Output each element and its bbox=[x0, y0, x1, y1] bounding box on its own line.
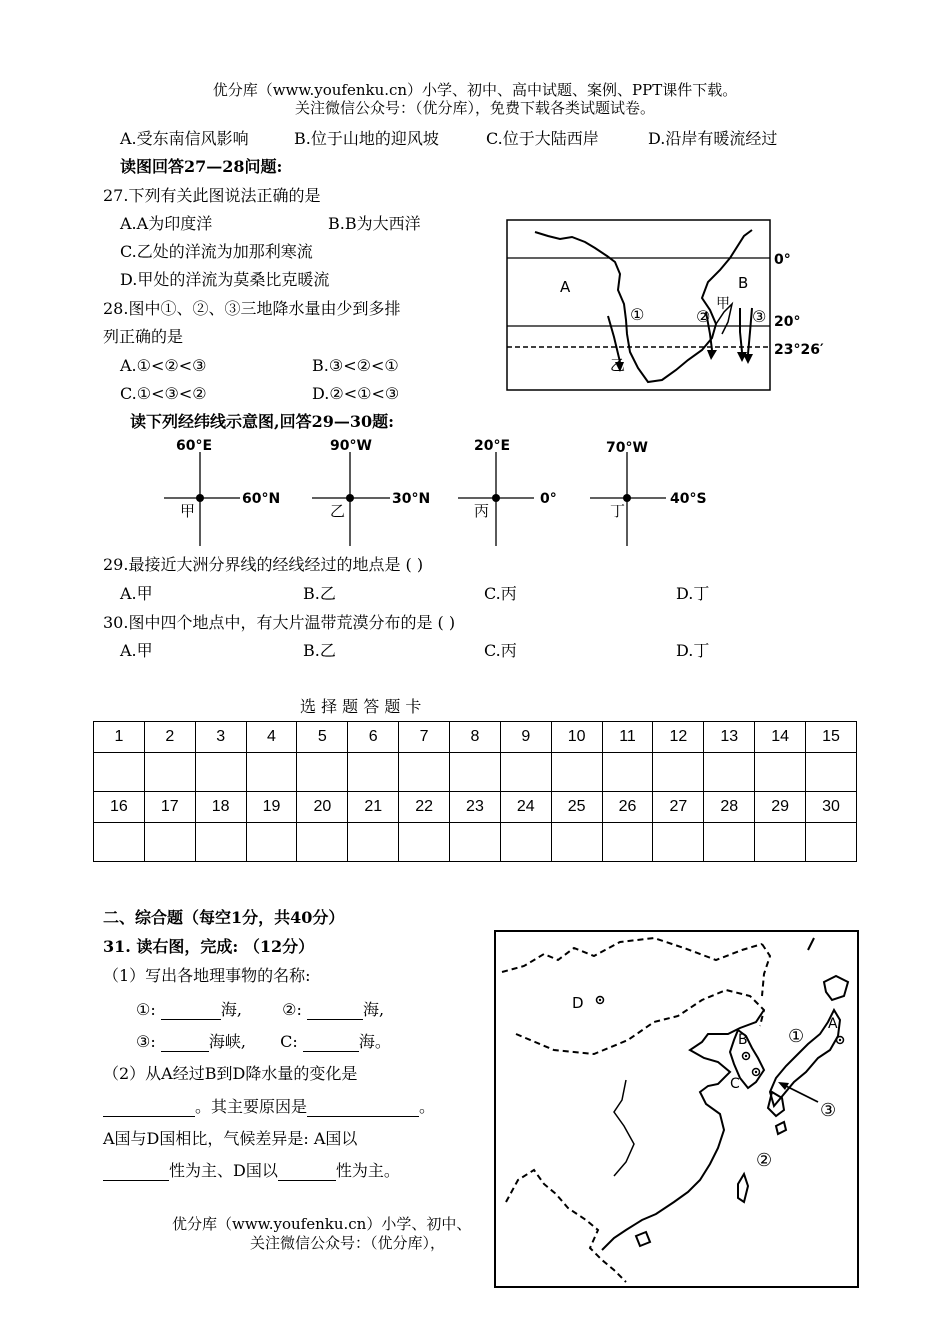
grid-ding bbox=[590, 440, 707, 546]
answer-cell[interactable] bbox=[195, 823, 246, 862]
answer-cell[interactable] bbox=[144, 753, 195, 792]
answer-number: 14 bbox=[755, 722, 806, 753]
q27-option-a: A.A为印度洋 bbox=[120, 214, 213, 233]
answer-number: 19 bbox=[246, 792, 297, 823]
q30-option-c: C.丙 bbox=[484, 641, 517, 660]
q28-option-b: B.③<②<① bbox=[312, 356, 399, 375]
q26-option-c: C.位于大陆西岸 bbox=[486, 129, 599, 148]
answer-number: 28 bbox=[704, 792, 755, 823]
answer-cell[interactable] bbox=[348, 823, 399, 862]
grid-diagrams bbox=[150, 434, 730, 550]
answer-cell[interactable] bbox=[551, 753, 602, 792]
answer-number: 25 bbox=[551, 792, 602, 823]
answer-number: 4 bbox=[246, 722, 297, 753]
q28-option-a: A.①<②<③ bbox=[120, 356, 207, 375]
answer-number: 21 bbox=[348, 792, 399, 823]
answer-number: 2 bbox=[144, 722, 195, 753]
blank-sea-2[interactable] bbox=[307, 1003, 363, 1020]
asia-label-c: C bbox=[730, 1076, 740, 1092]
answer-number: 7 bbox=[399, 722, 450, 753]
q30-option-a: A.甲 bbox=[120, 641, 153, 660]
q29-option-d: D.丁 bbox=[676, 584, 710, 603]
answer-cell[interactable] bbox=[450, 753, 501, 792]
answer-number: 24 bbox=[500, 792, 551, 823]
asia-circle-2: ② bbox=[756, 1150, 773, 1171]
answer-card-header-row-1 bbox=[94, 722, 857, 753]
answer-cell[interactable] bbox=[246, 823, 297, 862]
asia-circle-1: ① bbox=[788, 1026, 805, 1047]
footer-line-2: 关注微信公众号：（优分库）， bbox=[250, 1234, 446, 1252]
q27-option-d: D.甲处的洋流为莫桑比克暖流 bbox=[120, 270, 330, 289]
grid-bing-point: 丙 bbox=[474, 502, 490, 520]
q27-option-b: B.B为大西洋 bbox=[328, 214, 421, 233]
blank-sea-1[interactable] bbox=[161, 1003, 221, 1020]
q26-option-d: D.沿岸有暖流经过 bbox=[648, 129, 778, 148]
answer-number: 27 bbox=[653, 792, 704, 823]
answer-cell[interactable] bbox=[755, 823, 806, 862]
blank-precip-change[interactable] bbox=[103, 1100, 195, 1117]
grid-bing bbox=[458, 438, 557, 546]
blank-sea-c[interactable] bbox=[303, 1035, 359, 1052]
answer-number: 29 bbox=[755, 792, 806, 823]
map-circle-3: ③ bbox=[752, 307, 767, 326]
grid-bing-lon: 20°E bbox=[474, 438, 511, 454]
asia-label-d: D bbox=[572, 994, 584, 1012]
answer-card-table bbox=[93, 721, 857, 862]
grid-ding-lon: 70°W bbox=[606, 440, 648, 456]
grid-yi-lat: 30°N bbox=[392, 491, 431, 507]
q31-line-2: ③: 海峡, C: 海。 bbox=[136, 1032, 391, 1051]
answer-cell[interactable] bbox=[806, 753, 857, 792]
header-line-2: 关注微信公众号：（优分库），免费下载各类试题试卷。 bbox=[294, 99, 655, 117]
africa-map bbox=[490, 212, 830, 394]
q30-stem: 30.图中四个地点中，有大片温带荒漠分布的是 ( ) bbox=[103, 613, 456, 632]
answer-cell[interactable] bbox=[500, 823, 551, 862]
answer-number: 18 bbox=[195, 792, 246, 823]
map-circle-1: ① bbox=[630, 305, 645, 324]
q31-part-1: （1）写出各地理事物的名称: bbox=[103, 966, 311, 985]
q31-part-2: （2）从A经过B到D降水量的变化是 bbox=[103, 1064, 358, 1083]
grid-bing-lat: 0° bbox=[540, 491, 557, 507]
intro-27-28: 读图回答27—28问题: bbox=[120, 157, 283, 176]
answer-number: 15 bbox=[806, 722, 857, 753]
answer-card-input-row-1 bbox=[94, 753, 857, 792]
answer-number: 16 bbox=[94, 792, 145, 823]
answer-number: 17 bbox=[144, 792, 195, 823]
answer-number: 12 bbox=[653, 722, 704, 753]
grid-jia-lat: 60°N bbox=[242, 491, 281, 507]
q27-option-c: C.乙处的洋流为加那利寒流 bbox=[120, 242, 313, 261]
answer-number: 10 bbox=[551, 722, 602, 753]
answer-card-title: 选 择 题 答 题 卡 bbox=[300, 697, 422, 716]
answer-number: 5 bbox=[297, 722, 348, 753]
answer-number: 26 bbox=[602, 792, 653, 823]
answer-cell[interactable] bbox=[195, 753, 246, 792]
answer-number: 23 bbox=[450, 792, 501, 823]
answer-number: 1 bbox=[94, 722, 145, 753]
map-circle-2: ② bbox=[696, 307, 711, 326]
answer-cell[interactable] bbox=[246, 753, 297, 792]
answer-cell[interactable] bbox=[144, 823, 195, 862]
map-label-b: B bbox=[738, 274, 749, 292]
q28-stem-1: 28.图中①、②、③三地降水量由少到多排 bbox=[103, 299, 401, 318]
answer-cell[interactable] bbox=[602, 823, 653, 862]
lat-0-label: 0° bbox=[774, 252, 791, 268]
grid-yi-point: 乙 bbox=[330, 502, 346, 520]
answer-cell[interactable] bbox=[500, 753, 551, 792]
footer-line-1: 优分库（www.youfenku.cn）小学、初中、 bbox=[172, 1215, 472, 1233]
q31-line-1: ①: 海, ②: 海, bbox=[136, 1000, 385, 1019]
q29-option-a: A.甲 bbox=[120, 584, 153, 603]
blank-climate-d[interactable] bbox=[278, 1164, 336, 1181]
q29-option-c: C.丙 bbox=[484, 584, 517, 603]
lat-2326-label: 23°26′ bbox=[774, 342, 824, 358]
answer-cell[interactable] bbox=[704, 823, 755, 862]
answer-cell[interactable] bbox=[551, 823, 602, 862]
map-label-a: A bbox=[560, 278, 571, 296]
q31-part-3-answer: 性为主、D国以 性为主。 bbox=[103, 1161, 400, 1181]
blank-climate-a[interactable] bbox=[103, 1164, 169, 1181]
answer-number: 3 bbox=[195, 722, 246, 753]
answer-number: 9 bbox=[500, 722, 551, 753]
answer-cell[interactable] bbox=[348, 753, 399, 792]
q31-part-3: A国与D国相比，气候差异是: A国以 bbox=[103, 1129, 358, 1148]
map-label-jia: 甲 bbox=[716, 296, 730, 312]
q28-option-c: C.①<③<② bbox=[120, 384, 207, 403]
map-label-yi: 乙 bbox=[610, 356, 626, 374]
answer-cell[interactable] bbox=[399, 753, 450, 792]
answer-cell[interactable] bbox=[450, 823, 501, 862]
q26-option-a: A.受东南信风影响 bbox=[120, 129, 249, 148]
grid-jia bbox=[164, 438, 280, 546]
answer-cell[interactable] bbox=[399, 823, 450, 862]
q31-stem: 31. 读右图，完成: （12分） bbox=[103, 937, 315, 956]
grid-ding-point: 丁 bbox=[610, 502, 626, 520]
answer-card-header-row-2 bbox=[94, 792, 857, 823]
grid-yi-lon: 90°W bbox=[330, 438, 372, 454]
answer-number: 20 bbox=[297, 792, 348, 823]
answer-cell[interactable] bbox=[653, 753, 704, 792]
section-2-title: 二、综合题（每空1分，共40分） bbox=[103, 908, 345, 927]
blank-reason[interactable] bbox=[307, 1100, 419, 1117]
answer-number: 11 bbox=[602, 722, 653, 753]
blank-strait-3[interactable] bbox=[161, 1035, 209, 1052]
answer-cell[interactable] bbox=[704, 753, 755, 792]
q30-option-d: D.丁 bbox=[676, 641, 710, 660]
answer-cell[interactable] bbox=[806, 823, 857, 862]
answer-cell[interactable] bbox=[94, 823, 145, 862]
asia-label-a: A bbox=[828, 1016, 838, 1032]
intro-29-30: 读下列经纬线示意图,回答29—30题: bbox=[130, 412, 395, 431]
answer-cell[interactable] bbox=[755, 753, 806, 792]
asia-circle-3: ③ bbox=[820, 1100, 837, 1121]
answer-cell[interactable] bbox=[653, 823, 704, 862]
answer-card-input-row-2 bbox=[94, 823, 857, 862]
answer-number: 22 bbox=[399, 792, 450, 823]
lat-20-label: 20° bbox=[774, 314, 801, 330]
asia-label-b: B bbox=[738, 1032, 748, 1048]
q28-option-d: D.②<①<③ bbox=[312, 384, 400, 403]
header-line-1: 优分库（www.youfenku.cn）小学、初中、高中试题、案例、PPT课件下载。 bbox=[212, 81, 738, 99]
answer-number: 30 bbox=[806, 792, 857, 823]
grid-ding-lat: 40°S bbox=[670, 491, 707, 507]
grid-jia-lon: 60°E bbox=[176, 438, 213, 454]
grid-yi bbox=[312, 438, 430, 546]
q29-option-b: B.乙 bbox=[303, 584, 336, 603]
answer-cell[interactable] bbox=[297, 823, 348, 862]
answer-cell[interactable] bbox=[94, 753, 145, 792]
q26-option-b: B.位于山地的迎风坡 bbox=[294, 129, 439, 148]
grid-jia-point: 甲 bbox=[180, 502, 196, 520]
east-asia-map bbox=[494, 930, 860, 1290]
q30-option-b: B.乙 bbox=[303, 641, 336, 660]
q28-stem-2: 列正确的是 bbox=[103, 327, 184, 346]
q31-part-2-answer: 。其主要原因是 。 bbox=[103, 1097, 435, 1117]
answer-number: 8 bbox=[450, 722, 501, 753]
q29-stem: 29.最接近大洲分界线的经线经过的地点是 ( ) bbox=[103, 555, 424, 574]
answer-number: 6 bbox=[348, 722, 399, 753]
answer-cell[interactable] bbox=[297, 753, 348, 792]
answer-number: 13 bbox=[704, 722, 755, 753]
q27-stem: 27.下列有关此图说法正确的是 bbox=[103, 186, 321, 205]
answer-cell[interactable] bbox=[602, 753, 653, 792]
